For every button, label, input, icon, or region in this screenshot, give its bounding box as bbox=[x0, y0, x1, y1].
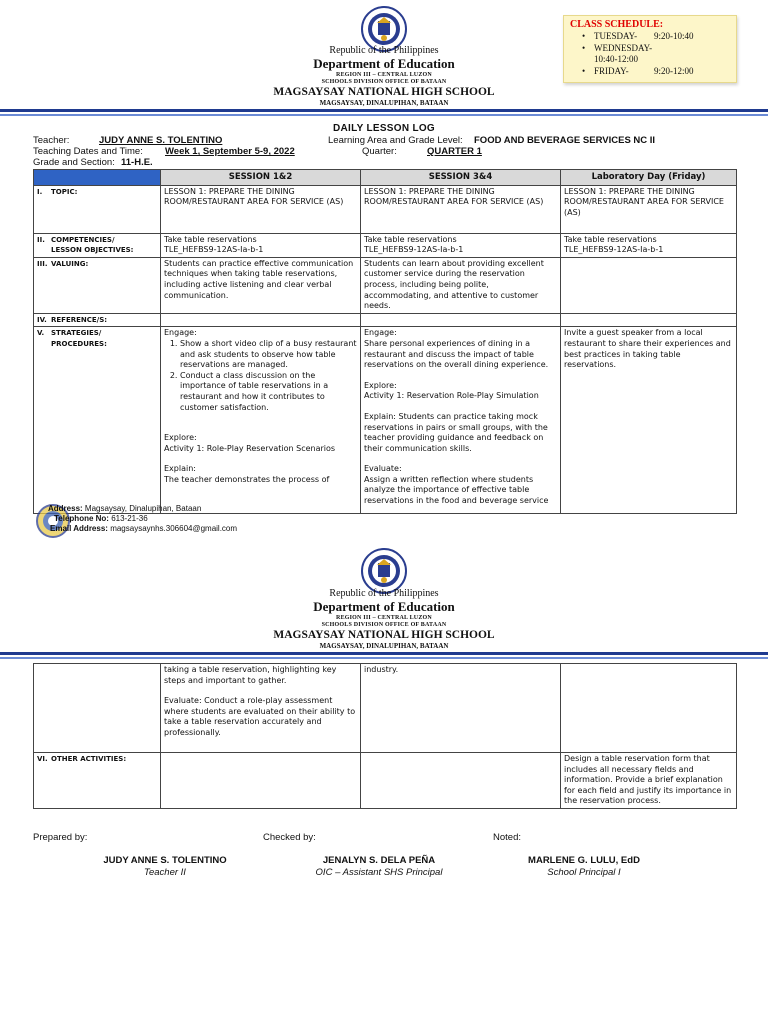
cell bbox=[561, 664, 737, 753]
table-header-row bbox=[34, 170, 737, 186]
row-label: IV. REFERENCE/S: bbox=[34, 313, 161, 327]
cell: LESSON 1: PREPARE THE DINING ROOM/RESTAURANT AREA FOR SERVICE (AS) bbox=[361, 185, 561, 233]
cell bbox=[561, 257, 737, 313]
school-contact: Address: Magsaysay, Dinalupihan, Bataan Telephone No: 613-21-36 Email Address: magsaysaynhs.306604@gmail.com bbox=[48, 504, 238, 533]
cell: taking a table reservation, highlighting key steps and important to gather. Evaluate: Conduct a role-play assessment where students are evaluated on their ability to take a table reservation accurately and professionally. bbox=[161, 664, 361, 753]
cell bbox=[161, 313, 361, 327]
row-label: V. STRATEGIES/ PROCEDURES: bbox=[34, 327, 161, 514]
cell: Take table reservations TLE_HEFBS9-12AS-Ia-b-1 bbox=[361, 233, 561, 257]
cell: Engage: Share personal experiences of dining in a restaurant and discuss the impact of table reservations on the overall dining experience. Explore: Activity 1: Reservation Role-Play Simulation Explain: Students can practice taking mock reservations in pairs or small groups, with the teacher providing guidance and feedback on their communication skills. Evaluate: Assign a written reflection where students analyze the importance of effective table reservations in the food and beverage service bbox=[361, 327, 561, 514]
row-label: III. VALUING: bbox=[34, 257, 161, 313]
cell bbox=[161, 753, 361, 809]
table-row-continued bbox=[34, 664, 737, 753]
list-item: 1. Show a short video clip of a busy restaurant and ask students to observe how table reservations are managed. bbox=[180, 339, 357, 371]
school-address: MAGSAYSAY, DINALUPIHAN, BATAAN bbox=[319, 642, 449, 650]
quarter-value: QUARTER 1 bbox=[427, 146, 482, 157]
school-name: MAGSAYSAY NATIONAL HIGH SCHOOL bbox=[273, 629, 495, 641]
cell: Take table reservations TLE_HEFBS9-12AS-Ia-b-1 bbox=[161, 233, 361, 257]
cell: Students can practice effective communication techniques when taking table reservations, including active listening and clear verbal communication. bbox=[161, 257, 361, 313]
header-band-thin bbox=[0, 114, 768, 116]
division-text: SCHOOLS DIVISION OFFICE OF BATAAN bbox=[321, 622, 447, 628]
cell: industry. bbox=[361, 664, 561, 753]
department-text: Department of Education bbox=[313, 599, 455, 614]
log-title: DAILY LESSON LOG bbox=[332, 123, 436, 134]
schedule-item: • TUESDAY- 9:20-10:40 bbox=[570, 31, 730, 43]
prepared-role: Teacher II bbox=[144, 867, 186, 878]
class-schedule-note bbox=[563, 15, 737, 83]
noted-role: School Principal I bbox=[547, 867, 621, 878]
republic-text: Republic of the Philippines bbox=[329, 45, 439, 56]
prepared-name: JUDY ANNE S. TOLENTINO bbox=[103, 855, 227, 866]
area-value: FOOD AND BEVERAGE SERVICES NC II bbox=[474, 135, 656, 146]
teacher-value: JUDY ANNE S. TOLENTINO bbox=[99, 135, 223, 146]
region-text: REGION III – CENTRAL LUZON bbox=[336, 615, 432, 621]
cell bbox=[361, 313, 561, 327]
quarter-label: Quarter: bbox=[362, 146, 397, 157]
cell: Design a table reservation form that includes all necessary fields and information. Provide a brief explanation for each field and justify its importance in the reservation process. bbox=[561, 753, 737, 809]
region-text: REGION III – CENTRAL LUZON bbox=[336, 72, 432, 78]
cell: LESSON 1: PREPARE THE DINING ROOM/RESTAURANT AREA FOR SERVICE (AS) bbox=[561, 185, 737, 233]
cell bbox=[561, 313, 737, 327]
cell: LESSON 1: PREPARE THE DINING ROOM/RESTAURANT AREA FOR SERVICE (AS) bbox=[161, 185, 361, 233]
list-item: 2. Conduct a class discussion on the importance of table reservations in a restaurant and how it contributes to customer satisfaction. bbox=[180, 371, 357, 413]
lesson-log-table-continued bbox=[33, 663, 737, 809]
teacher-label: Teacher: bbox=[33, 135, 70, 146]
dates-label: Teaching Dates and Time: bbox=[33, 146, 143, 157]
section-label: Grade and Section: bbox=[33, 157, 115, 168]
row-label: I. TOPIC: bbox=[34, 185, 161, 233]
cell: Students can learn about providing excellent customer service during the reservation process, including being polite, accommodating, and attentive to customer needs. bbox=[361, 257, 561, 313]
row-label: II. COMPETENCIES/ LESSON OBJECTIVES: bbox=[34, 233, 161, 257]
schedule-item: • FRIDAY- 9:20-12:00 bbox=[570, 66, 730, 78]
section-value: 11-H.E. bbox=[121, 157, 153, 168]
schedule-item: • WEDNESDAY- 10:40-12:00 bbox=[570, 43, 730, 66]
cell: Take table reservations TLE_HEFBS9-12AS-Ia-b-1 bbox=[561, 233, 737, 257]
row-label: VI. OTHER ACTIVITIES: bbox=[34, 753, 161, 809]
checked-label: Checked by: bbox=[263, 832, 316, 843]
header-session-12: SESSION 1&2 bbox=[161, 170, 361, 186]
noted-label: Noted: bbox=[493, 832, 521, 843]
header-session-34: SESSION 3&4 bbox=[361, 170, 561, 186]
lesson-log-table bbox=[33, 169, 737, 514]
prepared-label: Prepared by: bbox=[33, 832, 88, 843]
school-name: MAGSAYSAY NATIONAL HIGH SCHOOL bbox=[273, 86, 495, 98]
schedule-title: CLASS SCHEDULE: bbox=[570, 19, 664, 30]
table-row-competencies bbox=[34, 233, 737, 257]
table-row-topic bbox=[34, 185, 737, 233]
school-address: MAGSAYSAY, DINALUPIHAN, BATAAN bbox=[319, 99, 449, 107]
checked-role: OIC – Assistant SHS Principal bbox=[315, 867, 443, 878]
checked-name: JENALYN S. DELA PEÑA bbox=[322, 855, 436, 866]
department-text: Department of Education bbox=[313, 56, 455, 71]
dates-value: Week 1, September 5-9, 2022 bbox=[165, 146, 295, 157]
cell: Invite a guest speaker from a local restaurant to share their experiences and best practices in taking table reservations. bbox=[561, 327, 737, 514]
header-band-thin bbox=[0, 657, 768, 659]
area-label: Learning Area and Grade Level: bbox=[328, 135, 463, 146]
schedule-list bbox=[570, 31, 730, 77]
table-row-strategies bbox=[34, 327, 737, 514]
table-row-other-activities bbox=[34, 753, 737, 809]
header-band bbox=[0, 652, 768, 655]
noted-name: MARLENE G. LULU, EdD bbox=[528, 855, 640, 866]
cell: Engage: 1. Show a short video clip of a busy restaurant and ask students to observe how table reservations are managed. 2. Conduct a class discussion on the importance of table reservations in a restaurant and how it contributes to customer satisfaction. Explore: Activity 1: Role-Play Reservation Scenarios Explain: The teacher demonstrates the process of bbox=[161, 327, 361, 514]
republic-text: Republic of the Philippines bbox=[329, 588, 439, 599]
table-row-valuing bbox=[34, 257, 737, 313]
header-band bbox=[0, 109, 768, 112]
cell bbox=[361, 753, 561, 809]
table-row-reference bbox=[34, 313, 737, 327]
header-blank bbox=[34, 170, 161, 186]
cell bbox=[34, 664, 161, 753]
division-text: SCHOOLS DIVISION OFFICE OF BATAAN bbox=[321, 79, 447, 85]
header-lab-day: Laboratory Day (Friday) bbox=[561, 170, 737, 186]
